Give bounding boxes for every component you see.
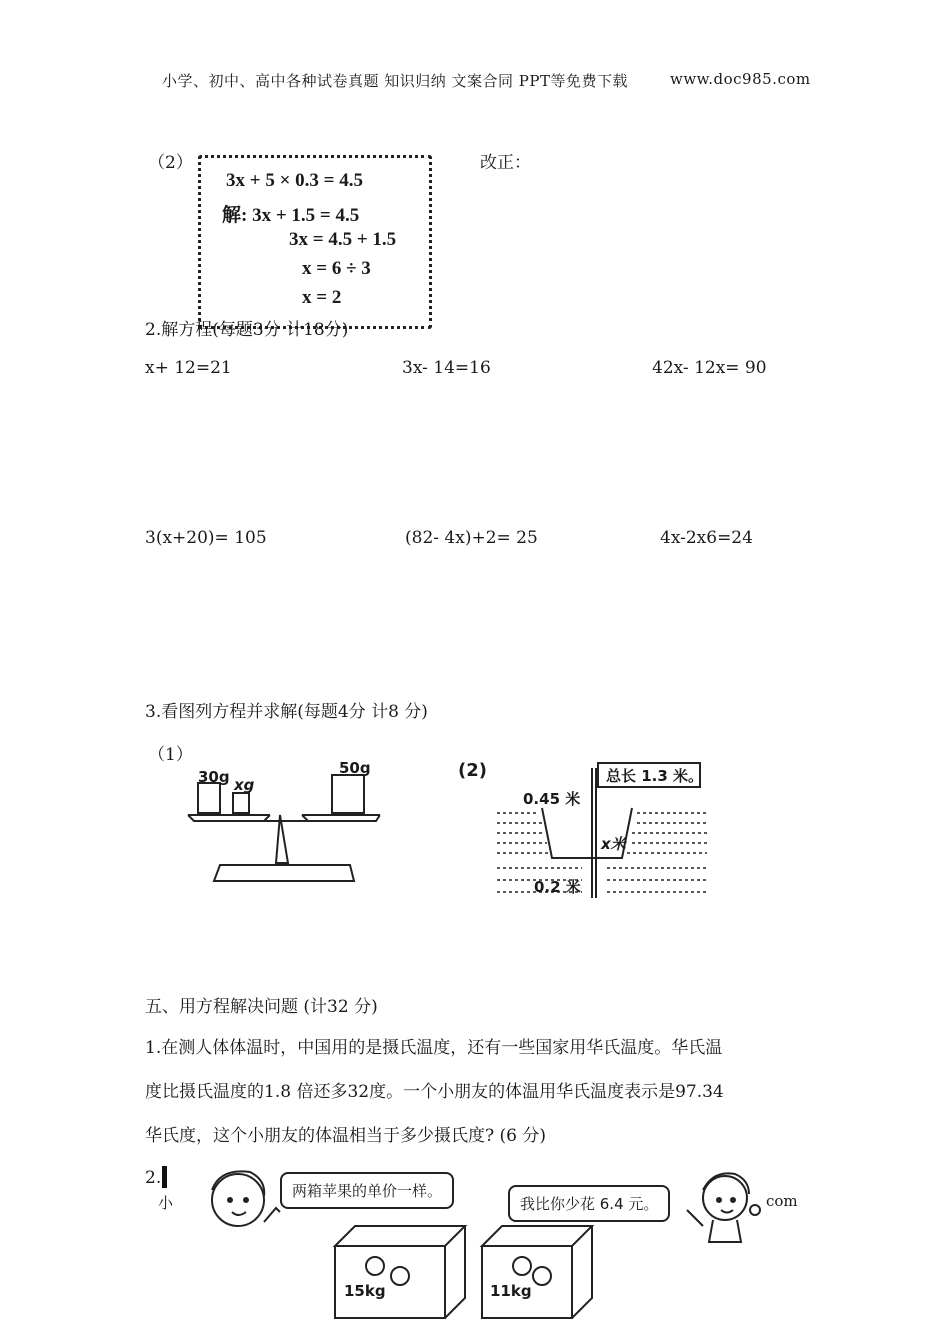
balance-pivot	[276, 815, 288, 863]
bubble-left: 两箱苹果的单价一样。	[280, 1172, 454, 1209]
equation-6: 4x-2x6=24	[660, 528, 753, 548]
fig2-bottom: 0.2 米	[534, 878, 581, 896]
q2-footer-left: 小	[158, 1194, 174, 1212]
correction-label: 改正：	[480, 153, 531, 173]
boy-hair	[212, 1171, 264, 1196]
fig1-w3: 50g	[339, 759, 371, 777]
section2-title: 2.解方程(每题3分 计18分)	[145, 320, 349, 340]
equation-1: x+ 12=21	[145, 358, 232, 378]
fig1-w2: xg	[234, 776, 255, 794]
bubble-right: 我比你少花 6.4 元。	[508, 1185, 670, 1222]
balance-base	[214, 865, 354, 881]
equation-3: 42x- 12x= 90	[652, 358, 767, 378]
fig2-middle: x米	[601, 835, 626, 853]
boy-figure	[190, 1160, 290, 1250]
equation-4: 3(x+20)= 105	[145, 528, 267, 548]
box-line-5: x = 2	[302, 287, 342, 308]
fig1-label: （1）	[148, 745, 193, 765]
part2-label: （2）	[148, 153, 193, 173]
q2-marker	[162, 1166, 167, 1188]
q2-footer-right: com	[766, 1192, 798, 1210]
fig2-label: (2)	[458, 760, 487, 781]
fig2-total: 总长 1.3 米。	[606, 767, 704, 785]
girl-figure	[675, 1160, 770, 1255]
girl-head	[703, 1176, 747, 1220]
box-line-4: x = 6 ÷ 3	[302, 258, 371, 279]
box-line-1: 3x + 5 × 0.3 = 4.5	[226, 170, 363, 191]
q2-label: 2.	[145, 1168, 162, 1188]
girl-body	[709, 1220, 741, 1242]
section3-title: 3.看图列方程并求解(每题4分 计8 分)	[145, 702, 428, 722]
equation-2: 3x- 14=16	[402, 358, 491, 378]
fig2-top: 0.45 米	[523, 790, 581, 808]
q1-line-3: 华氏度，这个小朋友的体温相当于多少摄氏度? (6 分)	[145, 1126, 547, 1146]
box2-label: 11kg	[490, 1282, 532, 1300]
apple-box-1	[330, 1218, 470, 1328]
box-line-3: 3x = 4.5 + 1.5	[289, 229, 397, 250]
header-text: 小学、初中、高中各种试卷真题 知识归纳 文案合同 PPT等免费下载	[162, 72, 628, 90]
girl-arm	[687, 1210, 703, 1226]
box1-label: 15kg	[344, 1282, 386, 1300]
boy-hand	[264, 1208, 280, 1222]
section5-title: 五、用方程解决问题 (计32 分)	[145, 997, 378, 1017]
weight-xg	[233, 793, 249, 813]
q1-line-1: 1.在测人体体温时，中国用的是摄氏温度，还有一些国家用华氏温度。华氏温	[145, 1038, 723, 1058]
boy-head	[212, 1174, 264, 1226]
weight-30g	[198, 783, 220, 813]
apple-box-2	[477, 1218, 597, 1328]
equation-5: (82- 4x)+2= 25	[405, 528, 538, 548]
header-url[interactable]: www.doc985.com	[670, 70, 811, 88]
fig1-w1: 30g	[198, 768, 230, 786]
girl-pigtail	[750, 1205, 760, 1215]
q1-line-2: 度比摄氏温度的1.8 倍还多32度。一个小朋友的体温用华氏温度表示是97.34	[145, 1082, 724, 1102]
box-line-2: 解: 3x + 1.5 = 4.5	[222, 205, 360, 226]
pole	[592, 768, 596, 898]
weight-50g	[332, 775, 364, 813]
